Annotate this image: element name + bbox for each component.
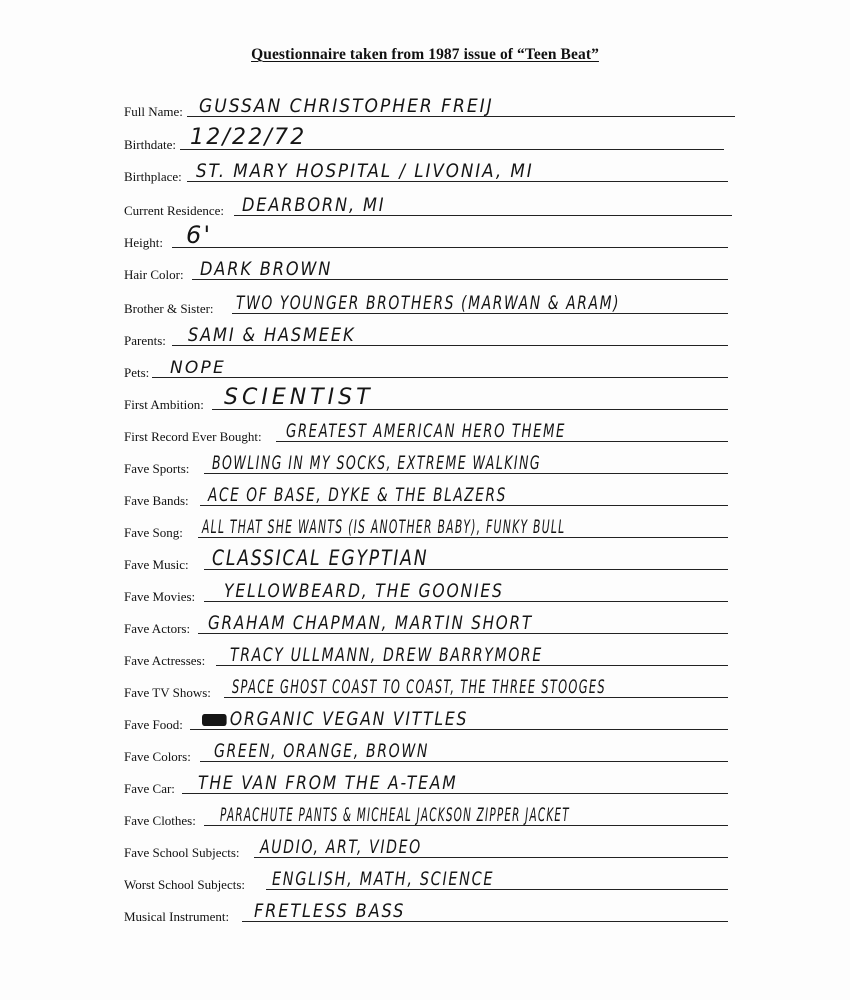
field-label: Musical Instrument: — [124, 909, 230, 924]
field-label: Fave Music: — [124, 557, 189, 572]
field-answer: NOPE — [170, 358, 226, 378]
field-answer: YELLOWBEARD, THE GOONIES — [224, 580, 504, 602]
field-label: Fave Clothes: — [124, 813, 196, 828]
field-label: Fave Car: — [124, 781, 175, 796]
field-answer: PARACHUTE PANTS & MICHEAL JACKSON ZIPPER JACKET — [220, 804, 570, 826]
field-label: Fave Actresses: — [124, 653, 206, 668]
field-answer: SCIENTIST — [224, 385, 374, 410]
page-title: Questionnaire taken from 1987 issue of “Teen Beat” — [251, 46, 599, 63]
field-label: Fave School Subjects: — [124, 845, 240, 860]
field-answer: CLASSICAL EGYPTIAN — [212, 546, 429, 570]
field-answer: ST. MARY HOSPITAL / LIVONIA, MI — [196, 160, 534, 182]
field-answer: AUDIO, ART, VIDEO — [260, 836, 422, 858]
field-answer: SPACE GHOST COAST TO COAST, THE THREE STOOGES — [232, 676, 606, 698]
answer-line — [172, 247, 728, 248]
field-answer: TRACY ULLMANN, DREW BARRYMORE — [230, 644, 543, 666]
field-label: Full Name: — [124, 104, 183, 119]
answer-line — [152, 377, 728, 378]
field-label: Height: — [124, 235, 163, 250]
field-label: Fave Bands: — [124, 493, 189, 508]
field-answer: ACE OF BASE, DYKE & THE BLAZERS — [208, 484, 507, 506]
field-answer: BOWLING IN MY SOCKS, EXTREME WALKING — [212, 452, 542, 474]
field-answer: GREEN, ORANGE, BROWN — [214, 740, 430, 762]
field-label: Birthplace: — [124, 169, 182, 184]
field-answer: 6' — [186, 221, 213, 249]
field-label: Fave Food: — [124, 717, 183, 732]
field-label: Pets: — [124, 365, 150, 380]
field-answer: GUSSAN CHRISTOPHER FREIJ — [199, 95, 494, 117]
field-label: Fave TV Shows: — [124, 685, 211, 700]
field-answer: 12/22/72 — [190, 125, 307, 150]
field-answer: FRETLESS BASS — [254, 900, 406, 922]
field-label: Fave Sports: — [124, 461, 190, 476]
field-answer: GREATEST AMERICAN HERO THEME — [286, 420, 566, 442]
field-label: Parents: — [124, 333, 166, 348]
field-label: First Record Ever Bought: — [124, 429, 262, 444]
field-answer: GRAHAM CHAPMAN, MARTIN SHORT — [208, 612, 533, 634]
crossed-out-scribble — [202, 714, 227, 726]
field-answer: SAMI & HASMEEK — [188, 324, 356, 346]
field-answer: THE VAN FROM THE A-TEAM — [198, 772, 458, 794]
field-label: Fave Movies: — [124, 589, 196, 604]
field-answer: ALL THAT SHE WANTS (IS ANOTHER BABY), FUNKY BULL — [202, 516, 566, 538]
field-answer: DARK BROWN — [200, 258, 333, 280]
field-label: Fave Actors: — [124, 621, 191, 636]
field-label: Birthdate: — [124, 137, 176, 152]
field-label: Hair Color: — [124, 267, 184, 282]
field-answer: DEARBORN, MI — [242, 194, 386, 216]
field-label: Worst School Subjects: — [124, 877, 246, 892]
field-answer: ENGLISH, MATH, SCIENCE — [272, 868, 495, 890]
field-label: First Ambition: — [124, 397, 204, 412]
field-label: Current Residence: — [124, 203, 224, 218]
field-answer-text: ORGANIC VEGAN VITTLES — [229, 708, 469, 730]
field-label: Fave Song: — [124, 525, 183, 540]
field-answer — [202, 710, 468, 729]
field-answer: TWO YOUNGER BROTHERS (MARWAN & ARAM) — [236, 292, 621, 314]
field-label: Fave Colors: — [124, 749, 191, 764]
field-label: Brother & Sister: — [124, 301, 214, 316]
